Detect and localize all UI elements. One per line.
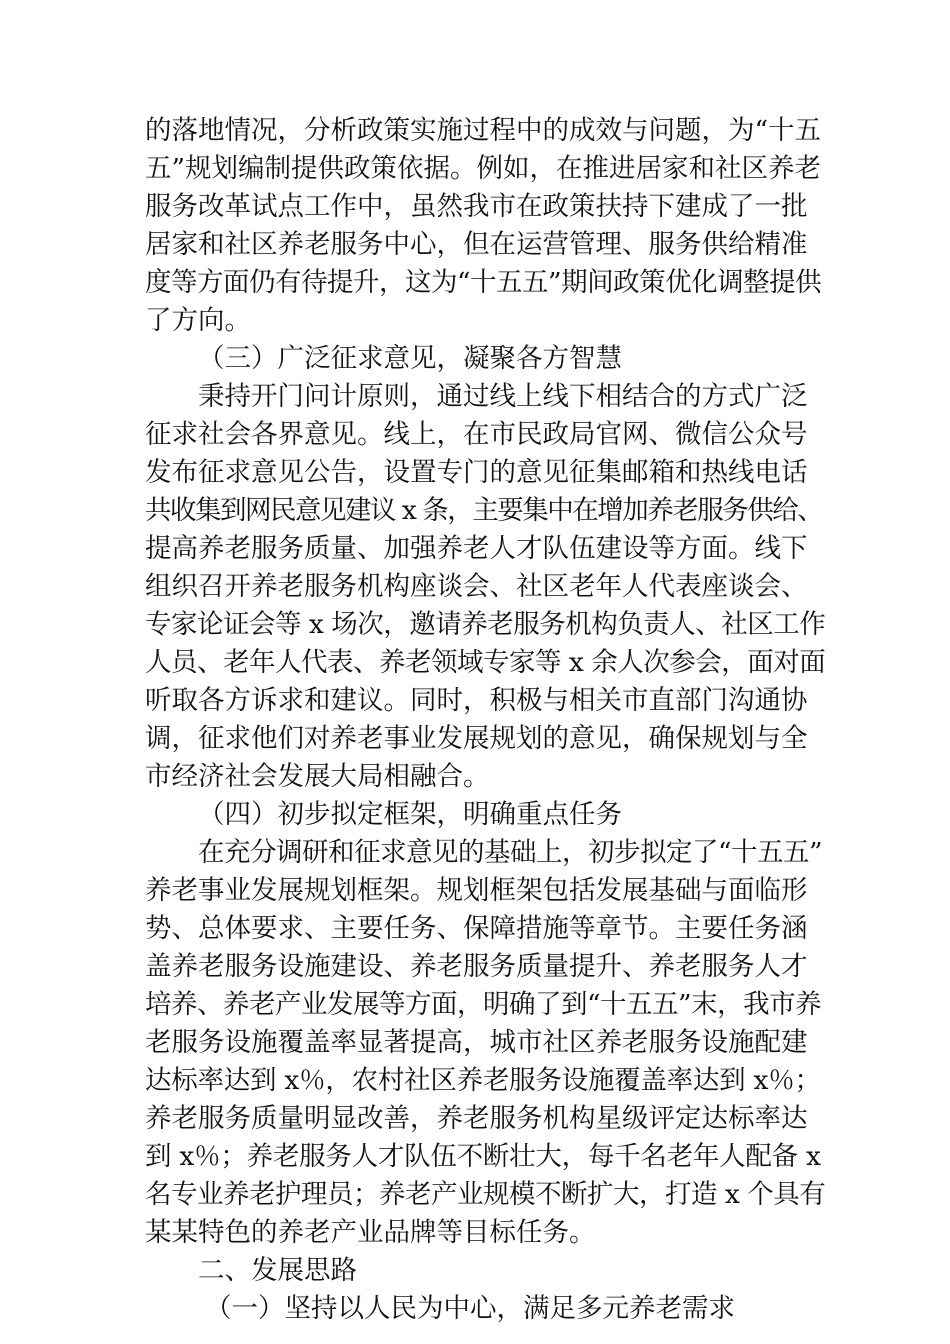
paragraph-line: 养老事业发展规划框架。规划框架包括发展基础与面临形 xyxy=(145,875,808,906)
paragraph-line: 专家论证会等 x 场次，邀请养老服务机构负责人、社区工作 xyxy=(145,609,826,640)
paragraph-line: 听取各方诉求和建议。同时，积极与相关市直部门沟通协 xyxy=(145,685,808,716)
paragraph-line: 了方向。 xyxy=(145,305,251,336)
paragraph-line: 发布征求意见公告，设置专门的意见征集邮箱和热线电话 xyxy=(145,457,808,488)
paragraph-line: 达标率达到 x％，农村社区养老服务设施覆盖率达到 x％； xyxy=(145,1065,821,1096)
paragraph-line: 名专业养老护理员；养老产业规模不断扩大，打造 x 个具有 xyxy=(145,1179,826,1210)
paragraph-line: 在充分调研和征求意见的基础上，初步拟定了“十五五” xyxy=(198,837,823,868)
paragraph-line: 培养、养老产业发展等方面，明确了到“十五五”末，我市养 xyxy=(145,989,822,1020)
paragraph-line: 服务改革试点工作中，虽然我市在政策扶持下建成了一批 xyxy=(145,191,808,222)
paragraph-line: 市经济社会发展大局相融合。 xyxy=(145,761,490,792)
paragraph-line: 居家和社区养老服务中心，但在运营管理、服务供给精准 xyxy=(145,229,808,260)
paragraph-line: 盖养老服务设施建设、养老服务质量提升、养老服务人才 xyxy=(145,951,808,982)
paragraph-line: 的落地情况，分析政策实施过程中的成效与问题，为“十五 xyxy=(145,115,822,146)
paragraph-line: 某某特色的养老产业品牌等目标任务。 xyxy=(145,1217,596,1248)
section-heading-1: （一）坚持以人民为中心，满足多元养老需求 xyxy=(205,1293,735,1324)
chapter-heading: 二、发展思路 xyxy=(198,1255,357,1286)
section-heading-3: （三）广泛征求意见，凝聚各方智慧 xyxy=(198,343,622,374)
paragraph-line: 养老服务质量明显改善，养老服务机构星级评定达标率达 xyxy=(145,1103,808,1134)
paragraph-line: 调，征求他们对养老事业发展规划的意见，确保规划与全 xyxy=(145,723,808,754)
paragraph-line: 组织召开养老服务机构座谈会、社区老年人代表座谈会、 xyxy=(145,571,808,602)
paragraph-line: 秉持开门问计原则，通过线上线下相结合的方式广泛 xyxy=(198,381,808,412)
paragraph-line: 老服务设施覆盖率显著提高，城市社区养老服务设施配建 xyxy=(145,1027,808,1058)
document-body xyxy=(145,112,826,1328)
section-heading-4: （四）初步拟定框架，明确重点任务 xyxy=(198,799,622,830)
paragraph-line: 势、总体要求、主要任务、保障措施等章节。主要任务涵 xyxy=(145,913,808,944)
paragraph-line: 共收集到网民意见建议 x 条，主要集中在增加养老服务供给、 xyxy=(145,495,823,526)
paragraph-line: 人员、老年人代表、养老领域专家等 x 余人次参会，面对面 xyxy=(145,647,826,678)
paragraph-line: 度等方面仍有待提升，这为“十五五”期间政策优化调整提供 xyxy=(145,267,822,298)
paragraph-line: 征求社会各界意见。线上，在市民政局官网、微信公众号 xyxy=(145,419,808,450)
paragraph-line: 到 x％；养老服务人才队伍不断壮大，每千名老年人配备 x xyxy=(145,1141,821,1172)
paragraph-line: 提高养老服务质量、加强养老人才队伍建设等方面。线下 xyxy=(145,533,808,564)
paragraph-line: 五”规划编制提供政策依据。例如，在推进居家和社区养老 xyxy=(145,153,822,184)
